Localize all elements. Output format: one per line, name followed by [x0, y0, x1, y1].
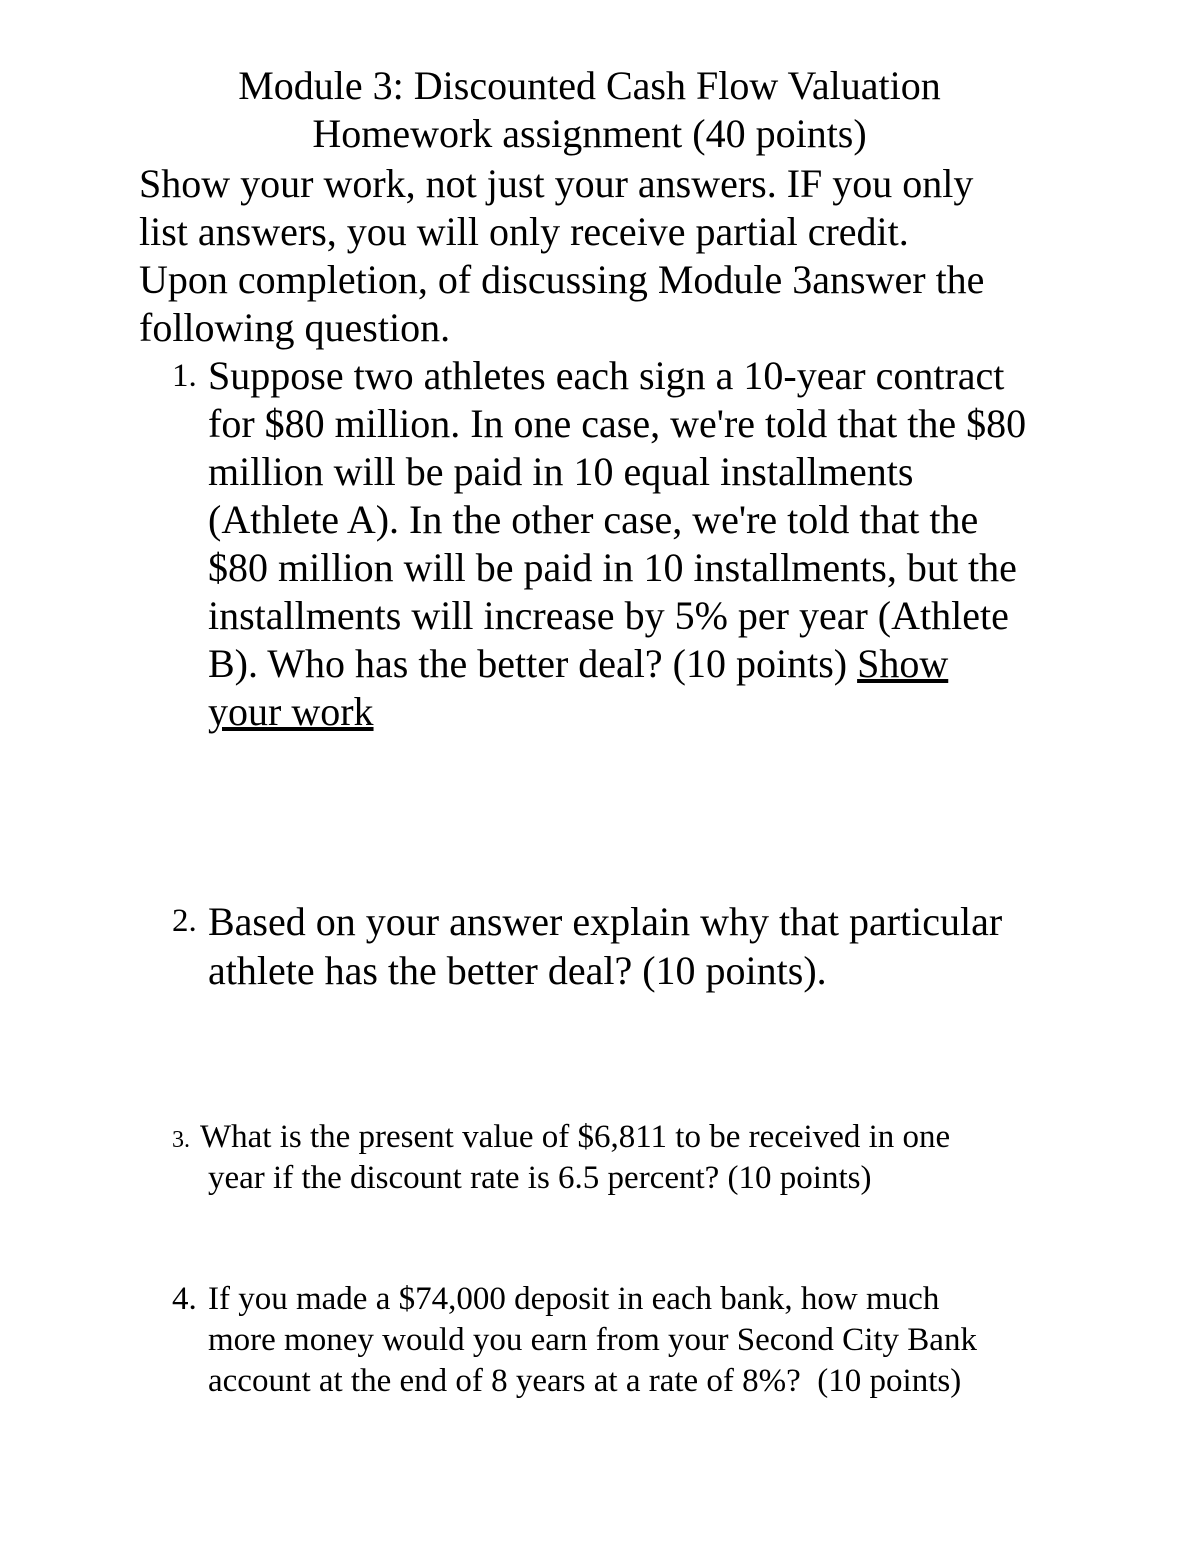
instructions-line: list answers, you will only receive partial credit. [139, 209, 909, 254]
question-line: Based on your answer explain why that particular [208, 899, 1003, 944]
question-line: (Athlete A). In the other case, we're told that the [208, 497, 979, 542]
page-subtitle: Homework assignment (40 points) [312, 111, 867, 156]
question-number: 4. [172, 1281, 197, 1317]
question-line [208, 640, 1026, 688]
instructions-line: Show your work, not just your answers. IF you only [139, 161, 974, 206]
show-work-emphasis: your work [208, 689, 374, 734]
question-line: year if the discount rate is 6.5 percent? (10 points) [208, 1160, 872, 1196]
question-text [200, 1117, 950, 1199]
question-number: 3. [172, 1127, 190, 1153]
question-line: Suppose two athletes each sign a 10-year contract [208, 353, 1005, 398]
page-title: Module 3: Discounted Cash Flow Valuation [238, 63, 941, 108]
question-line: for $80 million. In one case, we're told that the $80 [208, 401, 1027, 446]
question-line: more money would you earn from your Second City Bank [208, 1322, 977, 1358]
question-line-text: B). Who has the better deal? (10 points) [208, 641, 858, 686]
instructions [139, 160, 1039, 352]
question-number: 1. [172, 358, 197, 394]
question-text [208, 897, 1002, 995]
question-line: account at the end of 8 years at a rate of 8%? (10 points) [208, 1363, 962, 1399]
show-work-emphasis: Show [857, 641, 949, 686]
question-line [208, 688, 1026, 736]
question-number: 2. [172, 903, 197, 939]
question-line: installments will increase by 5% per year (Athlete [208, 593, 1009, 638]
instructions-line: following question. [139, 305, 451, 350]
question-line: $80 million will be paid in 10 installments, but the [208, 545, 1017, 590]
question-line: What is the present value of $6,811 to be received in one [200, 1119, 951, 1155]
instructions-line: Upon completion, of discussing Module 3answer the [139, 257, 985, 302]
question-text [208, 352, 1026, 736]
question-line: If you made a $74,000 deposit in each bank, how much [208, 1281, 940, 1317]
question-line: million will be paid in 10 equal installments [208, 449, 914, 494]
question-text [208, 1279, 977, 1402]
question-line: athlete has the better deal? (10 points). [208, 948, 827, 993]
